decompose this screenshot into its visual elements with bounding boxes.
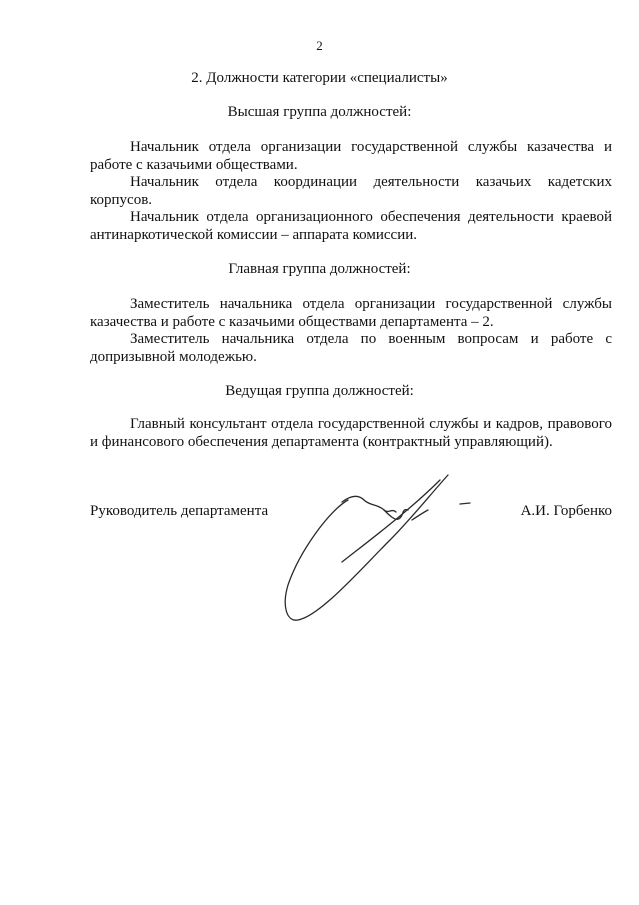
section-title: 2. Должности категории «специалисты» — [191, 70, 448, 86]
group-items-highest — [90, 139, 612, 244]
position-item: Начальник отдела координации деятельности казачьих кадетских корпусов. — [90, 174, 612, 208]
group-heading-leading: Ведущая группа должностей: — [225, 383, 414, 399]
handwritten-signature — [280, 470, 480, 630]
position-item: Заместитель начальника отдела по военным вопросам и работе с допризывной молодежью. — [90, 331, 612, 365]
page-number: 2 — [316, 38, 323, 53]
position-item: Начальник отдела организации государственной службы казачества и работе с казачьими обществами. — [90, 139, 612, 173]
position-item: Начальник отдела организационного обеспечения деятельности краевой антинаркотической комиссии – аппарата комиссии. — [90, 209, 612, 243]
position-item: Главный консультант отдела государственной службы и кадров, правового и финансового обеспечения департамента (контрактный управляющий). — [90, 416, 612, 450]
signatory-name: А.И. Горбенко — [520, 503, 612, 519]
group-heading-main: Главная группа должностей: — [228, 261, 411, 277]
position-item: Заместитель начальника отдела организации государственной службы казачества и работе с казачьими обществами департамента – 2. — [90, 296, 612, 330]
group-items-leading — [90, 416, 612, 451]
group-heading-highest: Высшая группа должностей: — [227, 104, 412, 120]
signatory-position: Руководитель департамента — [90, 503, 269, 519]
group-items-main — [90, 296, 612, 366]
